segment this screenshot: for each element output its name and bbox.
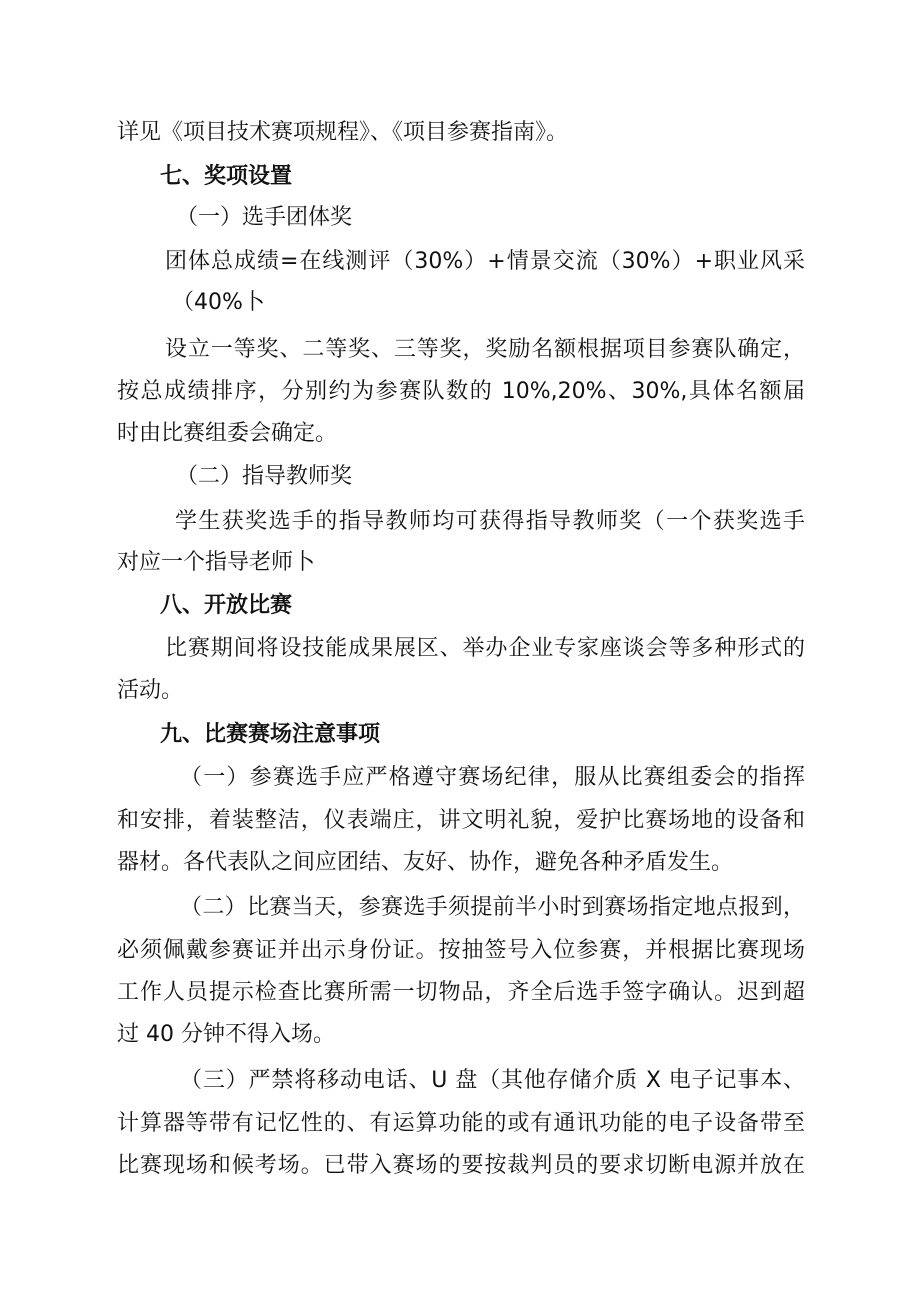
text-line: 按总成绩排序，分别约为参赛队数的 10%,20%、30%,具体名额届 — [117, 379, 805, 404]
text-line: 设立一等奖、二等奖、三等奖，奖励名额根据项目参赛队确定， — [165, 337, 805, 362]
subsection-heading: （一）选手团体奖 — [176, 205, 353, 230]
section-heading-9: 九、比赛赛场注意事项 — [160, 722, 381, 747]
text-line: 过 40 分钟不得入场。 — [117, 1022, 335, 1047]
text-line: 和安排，着装整洁，仪表端庄，讲文明礼貌，爱护比赛场地的设备和 — [117, 808, 805, 833]
section-heading-7: 七、奖项设置 — [160, 164, 293, 189]
text-line: 活动。 — [117, 678, 184, 703]
text-line: （一）参赛选手应严格遵守赛场纪律，服从比赛组委会的指挥 — [180, 765, 805, 790]
text-line: 对应一个指导老师卜 — [117, 550, 316, 575]
text-line: （三）严禁将移动电话、U 盘（其他存储介质 X 电子记事本、 — [180, 1068, 805, 1093]
section-heading-8: 八、开放比赛 — [160, 593, 293, 618]
text-line: 时由比赛组委会确定。 — [117, 421, 338, 446]
text-line: 比赛现场和候考场。已带入赛场的要按裁判员的要求切断电源并放在 — [117, 1153, 805, 1178]
text-line: 必须佩戴参赛证并出示身份证。按抽签号入位参赛，并根据比赛现场 — [117, 938, 805, 963]
text-line: 团体总成绩=在线测评（30%）+情景交流（30%）+职业风采 — [165, 249, 805, 274]
text-line: 比赛期间将设技能成果展区、举办企业专家座谈会等多种形式的 — [165, 636, 805, 661]
text-line: 详见《项目技术赛项规程》、《项目参赛指南》。 — [117, 120, 569, 145]
text-line: 计算器等带有记忆性的、有运算功能的或有通讯功能的电子设备带至 — [117, 1111, 805, 1136]
text-line: 学生获奖选手的指导教师均可获得指导教师奖（一个获奖选手 — [175, 509, 805, 534]
text-line: （40%卜 — [172, 290, 265, 315]
text-line: （二）比赛当天，参赛选手须提前半小时到赛场指定地点报到， — [180, 895, 805, 920]
text-line: 器材。各代表队之间应团结、友好、协作，避免各种矛盾发生。 — [117, 850, 734, 875]
subsection-heading: （二）指导教师奖 — [176, 464, 353, 489]
text-line: 工作人员提示检查比赛所需一切物品，齐全后选手签字确认。迟到超 — [117, 980, 805, 1005]
